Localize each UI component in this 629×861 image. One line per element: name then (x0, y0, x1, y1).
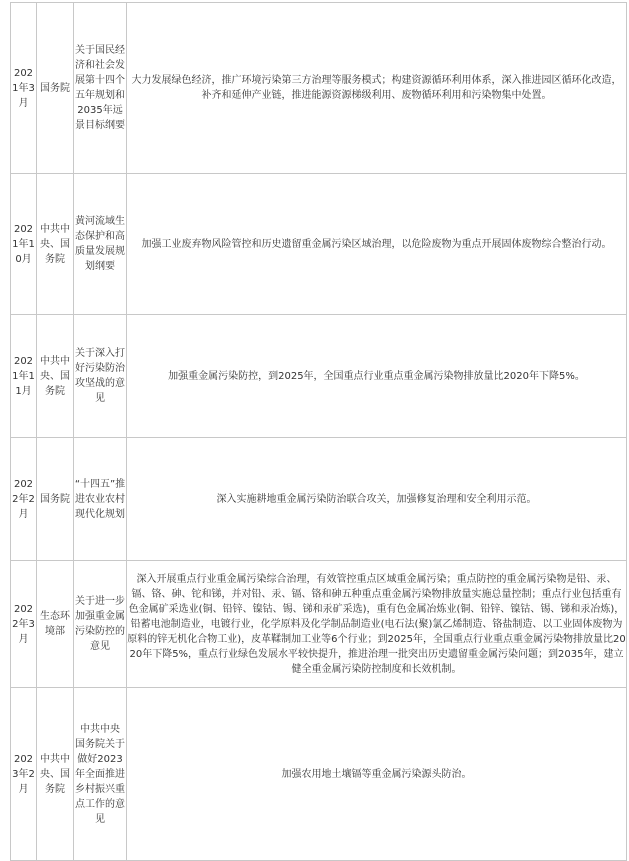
content-cell: 深入实施耕地重金属污染防治联合攻关，加强修复治理和安全利用示范。 (127, 438, 627, 561)
document-title-cell: 黄河流域生态保护和高质量发展规划纲要 (74, 174, 127, 315)
content-cell: 加强重金属污染防控，到2025年，全国重点行业重点重金属污染物排放量比2020年下降5%。 (127, 315, 627, 438)
department-cell: 国务院 (37, 438, 74, 561)
document-title-cell: 中共中央 国务院关于做好2023年全面推进乡村振兴重点工作的意见 (74, 688, 127, 861)
content-cell: 加强工业废弃物风险管控和历史遗留重金属污染区域治理，以危险废物为重点开展固体废物综合整治行动。 (127, 174, 627, 315)
table-row (11, 174, 627, 315)
content-cell: 深入开展重点行业重金属污染综合治理，有效管控重点区域重金属污染；重点防控的重金属污染物是铅、汞、镉、铬、砷、铊和锑，并对铅、汞、镉、铬和砷五种重点重金属污染物排放量实施总量控制；重点行业包括重有色金属矿采选业(铜、铅锌、镍钴、锡、锑和汞矿采选)，重有色金属冶炼业(铜、铅锌、镍钴、锡、锑和汞冶炼)，铅蓄电池制造业，电镀行业，化学原料及化学制品制造业(电石法(聚)氯乙烯制造、铬盐制造、以工业固体废物为原料的锌无机化合物工业)，皮革鞣制加工业等6个行业；到2025年，全国重点行业重点重金属污染物排放量比2020年下降5%，重点行业绿色发展水平较快提升，推进治理一批突出历史遗留重金属污染问题；到2035年，建立健全重金属污染防控制度和长效机制。 (127, 561, 627, 688)
document-title-cell: 关于深入打好污染防治攻坚战的意见 (74, 315, 127, 438)
date-cell: 2022年3月 (11, 561, 37, 688)
table-row (11, 315, 627, 438)
document-title-cell: 关于进一步加强重金属污染防控的意见 (74, 561, 127, 688)
department-cell: 中共中央、国务院 (37, 688, 74, 861)
document-title-cell: 关于国民经济和社会发展第十四个五年规划和2035年远景目标纲要 (74, 3, 127, 174)
date-cell: 2023年2月 (11, 688, 37, 861)
content-cell: 大力发展绿色经济，推广环境污染第三方治理等服务模式；构建资源循环利用体系，深入推进园区循环化改造，补齐和延伸产业链，推进能源资源梯级利用、废物循环利用和污染物集中处置。 (127, 3, 627, 174)
content-cell: 加强农用地土壤镉等重金属污染源头防治。 (127, 688, 627, 861)
table-row (11, 3, 627, 174)
department-cell: 中共中央、国务院 (37, 315, 74, 438)
date-cell: 2021年3月 (11, 3, 37, 174)
department-cell: 中共中央、国务院 (37, 174, 74, 315)
table-row (11, 688, 627, 861)
department-cell: 生态环境部 (37, 561, 74, 688)
document-title-cell: “十四五”推进农业农村现代化规划 (74, 438, 127, 561)
table-row (11, 438, 627, 561)
policy-table (10, 2, 627, 861)
date-cell: 2022年2月 (11, 438, 37, 561)
date-cell: 2021年10月 (11, 174, 37, 315)
table-row (11, 561, 627, 688)
date-cell: 2021年11月 (11, 315, 37, 438)
department-cell: 国务院 (37, 3, 74, 174)
